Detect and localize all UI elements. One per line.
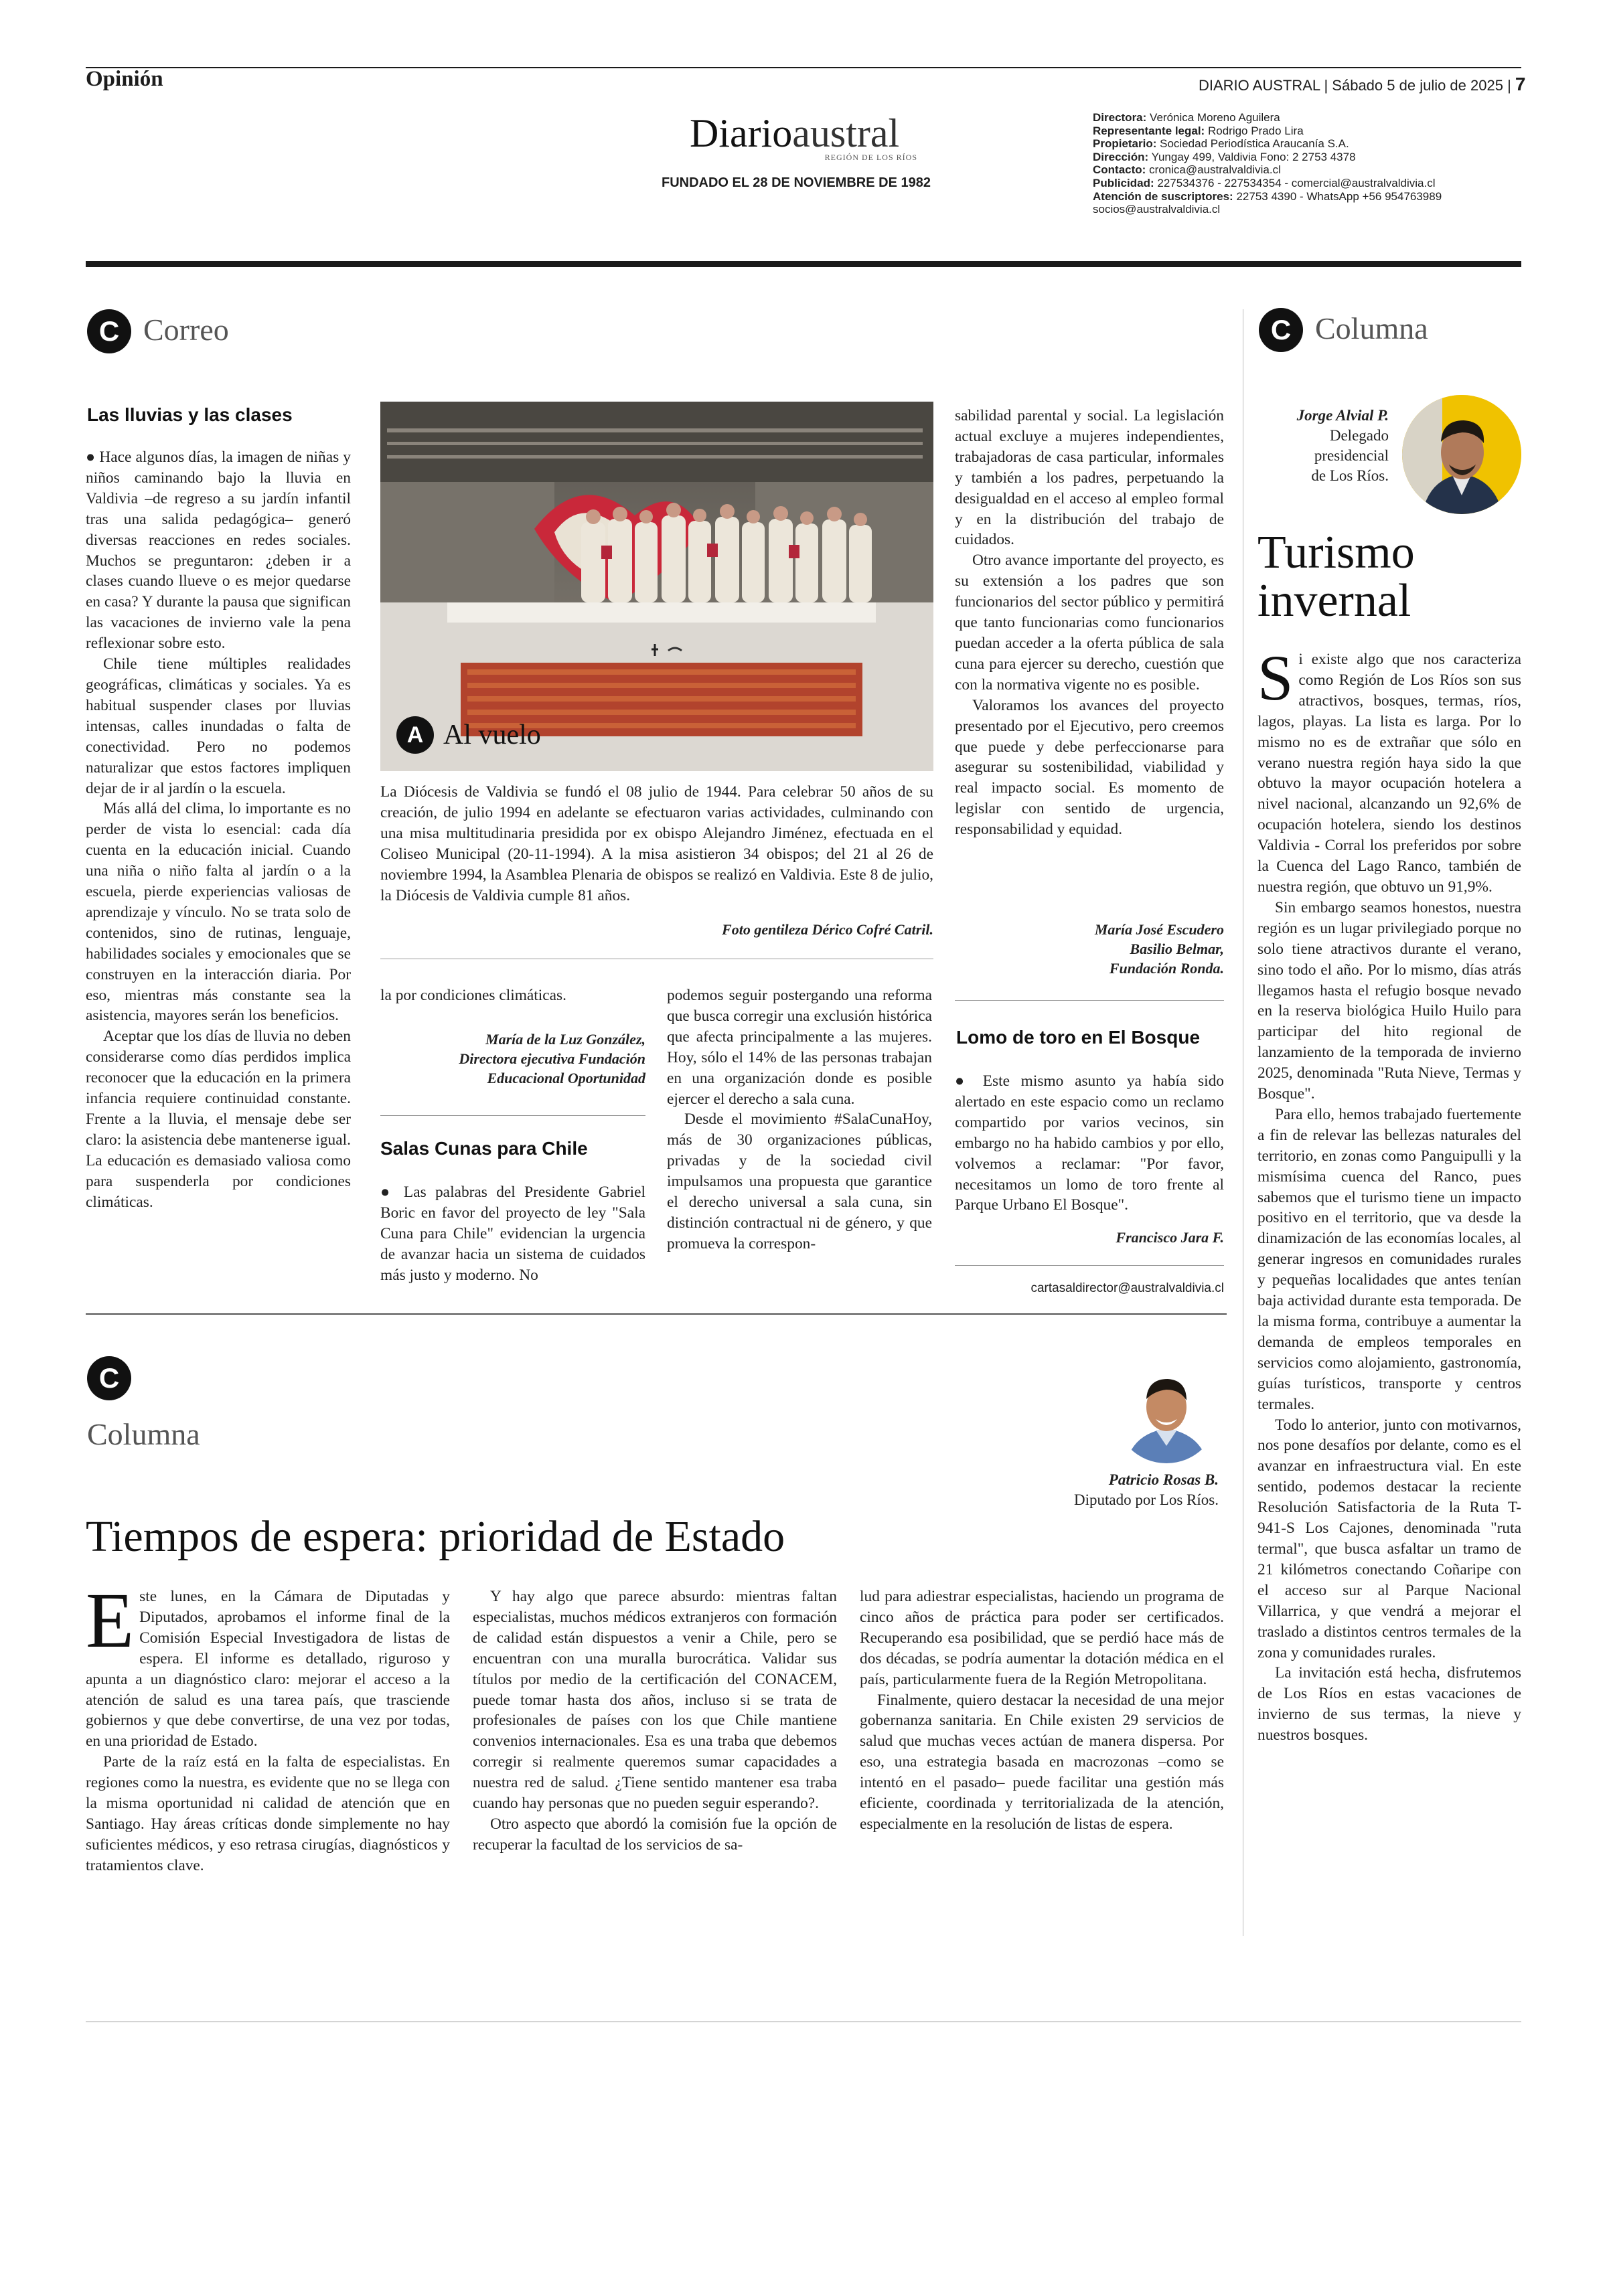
letter1-continuation-text: la por condiciones climáticas. bbox=[380, 987, 566, 1004]
letter1-continuation bbox=[380, 985, 645, 1006]
staff-value: Verónica Moreno Aguilera bbox=[1150, 111, 1280, 124]
columna-right-label: Columna bbox=[1315, 311, 1428, 345]
author-role: de Los Ríos. bbox=[1311, 467, 1389, 484]
letter2-paragraph: Desde el movimiento #SalaCunaHoy, más de 30 organizaciones públicas, privadas y de la sociedad civil impulsamos una propuesta que garantice el derecho universal a sala cuna, sin distinción contractual ni de género, y que promueva la correspon- bbox=[667, 1111, 932, 1252]
staff-value: cronica@australvaldivia.cl bbox=[1149, 163, 1281, 177]
logo-region: REGIÓN DE LOS RÍOS bbox=[824, 153, 917, 162]
letter1-paragraph: ● Hace algunos días, la imagen de niñas y niños caminando bajo la lluvia en Valdivia –de regreso a su jardín infantil tras una salida pedagógica– generó diversas reacciones en redes sociales. Muchos se preguntaron: ¿deben ir a clases cuando llueve o es mejor quedarse en casa? Y durante la pausa que significan las vacaciones de invierno vale la pena reflexionar sobre esto. bbox=[86, 448, 351, 653]
staff-value: 227534376 - 227534354 - comercial@australvaldivia.cl bbox=[1157, 176, 1436, 189]
columna-right-paragraph: Sin embargo seamos honestos, nuestra región es un lugar privilegiado porque no solo tiene atractivos durante el verano, sino todo el año. Por lo mismo, días atrás llegamos hasta el refugio bosque nevado en la reserva biológica Huilo Huilo para participar del hito regional de lanzamiento de la temporada de invierno 2025, denominada "Ruta Nieve, Termas y Bosque". bbox=[1257, 898, 1521, 1103]
letter1-signature-line: María de la Luz González, bbox=[485, 1031, 645, 1048]
letter3-title: Lomo de toro en El Bosque bbox=[956, 1027, 1201, 1048]
staff-value: socios@australvaldivia.cl bbox=[1093, 203, 1221, 216]
columna-bottom-col1 bbox=[86, 1576, 450, 1876]
columna-right-paragraph: Todo lo anterior, junto con motivarnos, nos pone desafíos por delante, como es el avanzar en infraestructura vial. En este sentido, podemos destacar la reciente Resolución Satisfactoria de la Ruta T-941-S Los Cajones, denominada "ruta termal", que busca asfaltar un tramo de 21 kilómetros conectando Coñaripe con el acceso sur al Parque Nacional Villarrica, y que vendrá a mejorar el traslado a distintos centros termales de la zona y comunidades rurales. bbox=[1257, 1416, 1521, 1661]
letter2-signature-line: María José Escudero bbox=[1094, 921, 1224, 938]
letter2-paragraph: Valoramos los avances del proyecto presentado por el Ejecutivo, pero creemos que puede y debe perfeccionarse para asegurar su sostenibilidad, viabilidad y real impacto social. Es momento de legislar con sentido de urgencia, responsabilidad y equidad. bbox=[955, 696, 1224, 839]
page-number: 7 bbox=[1515, 74, 1526, 94]
photo-caption-text: La Diócesis de Valdivia se fundó el 08 julio de 1944. Para celebrar 50 años de su creación, de julio 1994 en adelante se efectuaron varias actividades, culminando con una misa multitudinaria presidida por ex obispo Alejandro Jiménez, efectuada en el Coliseo Municipal (20-11-1994). A la misa asistieron 34 obispos; del 21 al 26 de noviembre 1994, la Asamblea Plenaria de obispos se realizó en Valdivia. Este 8 de julio, la Diócesis de Valdivia cumple 81 años. bbox=[380, 783, 933, 904]
staff-line bbox=[1093, 151, 1521, 164]
section-name: Opinión bbox=[86, 67, 163, 91]
staff-line bbox=[1093, 111, 1521, 125]
letter-divider bbox=[955, 1000, 1224, 1001]
letter2-col1-text: ● Las palabras del Presidente Gabriel Boric en favor del proyecto de ley "Sala Cuna para Chile" evidencian la urgencia de avanzar hacia un sistema de cuidados más justo y moderno. No bbox=[380, 1183, 645, 1284]
columna-right-paragraph: i existe algo que nos caracteriza como Región de Los Ríos son sus atractivos, bosques, termas, ríos, lagos, playas. La lista es larga. Por lo mismo no es de extrañar que sólo en verano nuestra región haya sido la que obtuvo la mayor ocupación hotelera a nivel nacional, alcanzando un 92,6% de ocupación hotelera, siendo los destinos Valdivia - Corral los preferidos por sobre la Cuenca del Lago Ranco, también de nuestra región, que obtuvo un 91,9%. bbox=[1257, 651, 1521, 896]
staff-line bbox=[1093, 137, 1521, 151]
staff-label: Propietario: bbox=[1093, 137, 1157, 151]
columna-bottom-paragraph: ste lunes, en la Cámara de Diputadas y Diputados, aprobamos el informe final de la Comisión Especial Investigadora de listas de espera. El informe es detallado, riguroso y apunta a un diagnóstico claro: mejorar el acceso a la atención de salud es una tarea país, que trasciende gobiernos y que debe convertirse, de una vez por todas, en una prioridad de Estado. bbox=[86, 1588, 450, 1750]
letter2-paragraph: podemos seguir postergando una reforma que busca corregir una exclusión histórica que afecta principalmente a las mujeres. Hoy, sólo el 14% de las personas trabajan en una organización donde es posible ejercer el derecho a sala cuna. bbox=[667, 987, 932, 1108]
al-vuelo-photo bbox=[380, 402, 933, 771]
columna-bottom-paragraph: lud para adiestrar especialistas, haciendo un programa de cinco años de práctica para poder ser certificados. Recuperando esa posibilidad, que se perdió hace más de dos décadas, se podría aumentar la dotación médica en el país, particularmente fuera de la Región Metropolitana. bbox=[860, 1588, 1224, 1688]
letter2-paragraph: Otro avance importante del proyecto, es su extensión a los padres que son funcionarios del sector público y permitirá que tanto funcionarias como funcionarios puedan acceder a la oferta pública de sala cuna para ejercer su derecho, cuestión que con la normativa vigente no es posible. bbox=[955, 552, 1224, 693]
staff-label: Dirección: bbox=[1093, 150, 1149, 163]
columna-right-paragraph: La invitación está hecha, disfrutemos de Los Ríos en estas vacaciones de invierno de sus termas, la nieve y nuestros bosques. bbox=[1257, 1664, 1521, 1744]
letter1-signature-line: Directora ejecutiva Fundación bbox=[459, 1050, 645, 1067]
letter2-col1 bbox=[380, 1182, 645, 1286]
staff-value: Rodrigo Prado Lira bbox=[1207, 124, 1304, 137]
author-role: Diputado por Los Ríos. bbox=[1074, 1491, 1219, 1508]
letter2-title: Salas Cunas para Chile bbox=[380, 1138, 588, 1159]
staff-line bbox=[1093, 203, 1521, 216]
letter2-signature-line: Fundación Ronda. bbox=[1109, 960, 1224, 977]
al-vuelo-label: Al vuelo bbox=[443, 720, 541, 750]
portrait-image bbox=[1114, 1359, 1219, 1463]
issue-date: Sábado 5 de julio de 2025 bbox=[1332, 77, 1503, 94]
letter2-signature-line: Basilio Belmar, bbox=[1130, 940, 1224, 957]
newspaper-name: DIARIO AUSTRAL bbox=[1199, 77, 1320, 94]
letters-email[interactable]: cartasaldirector@australvaldivia.cl bbox=[1030, 1281, 1224, 1295]
author-name: Jorge Alvial P. bbox=[1296, 407, 1389, 424]
masthead-logo bbox=[690, 111, 917, 163]
staff-line bbox=[1093, 125, 1521, 138]
masthead-rule bbox=[86, 261, 1521, 267]
columna-bottom-author bbox=[971, 1470, 1219, 1510]
columna-right-title-line1: Turismo bbox=[1257, 527, 1415, 578]
columna-bottom-title: Tiempos de espera: prioridad de Estado bbox=[86, 1512, 785, 1561]
columna-right-title bbox=[1257, 529, 1415, 625]
letter3-signature: Francisco Jara F. bbox=[1116, 1229, 1224, 1246]
author-photo-jorge bbox=[1402, 395, 1521, 514]
columna-bottom-label: Columna bbox=[87, 1417, 200, 1451]
staff-label: Publicidad: bbox=[1093, 176, 1154, 189]
letter2-col2 bbox=[667, 985, 932, 1254]
letter2-paragraph: sabilidad parental y social. La legislación actual excluye a mujeres independientes, trabajadoras de casa particular, informales y también a los padres, perpetuando la desigualdad en el acceso al empleo formal y en la distribución del trabajo de cuidados. bbox=[955, 407, 1224, 549]
columna-bottom-badge: C bbox=[87, 1356, 131, 1400]
columna-right-badge: C bbox=[1259, 308, 1303, 352]
photo-credit: Foto gentileza Dérico Cofré Catril. bbox=[722, 921, 933, 938]
correo-badge: C bbox=[87, 309, 131, 353]
staff-line bbox=[1093, 163, 1521, 177]
author-role: presidencial bbox=[1314, 447, 1389, 464]
columna-bottom-col3 bbox=[860, 1586, 1224, 1835]
columna-bottom-paragraph: Y hay algo que parece absurdo: mientras faltan especialistas, muchos médicos extranjeros con formación de calidad están dispuestos a venir a Chile, pero se encuentran con una muralla burocrática. Validar sus títulos por medio de la certificación del CONACEM, puede tomar hasta dos años, incluso si se trata de profesionales de países con los que Chile mantiene convenios internacionales. Esa es una traba que debemos corregir si realmente queremos sumar capacidades a nuestra red de salud. ¿Tiene sentido mantener esa traba cuando hay personas que no pueden seguir esperando?. bbox=[473, 1588, 837, 1813]
letter1-body bbox=[86, 447, 351, 1297]
staff-label: Directora: bbox=[1093, 111, 1147, 124]
letter2-col3 bbox=[955, 406, 1224, 840]
author-role: Delegado bbox=[1329, 427, 1389, 444]
letter-divider bbox=[380, 1115, 645, 1116]
top-rule bbox=[86, 67, 1521, 68]
issue-info: DIARIO AUSTRAL | Sábado 5 de julio de 2025 | 7 bbox=[1199, 74, 1526, 94]
columna-bottom-paragraph: Parte de la raíz está en la falta de especialistas. En regiones como la nuestra, es evidente que no se llega con la misma oportunidad ni calidad de atención que en Santiago. Hay áreas críticas donde simplemente no hay suficientes médicos, y eso retrasa cirugías, diagnósticos y tratamientos clave. bbox=[86, 1753, 450, 1874]
staff-box bbox=[1093, 111, 1521, 216]
staff-line bbox=[1093, 190, 1521, 203]
letter1-paragraph: Aceptar que los días de lluvia no deben considerarse como días perdidos implica reconocer que la educación en la primera infancia requiere continuidad constante. Frente a la lluvia, el mensaje debe ser claro: la asistencia debe mantenerse igual. La educación es demasiado valiosa como para suspenderla por condiciones climáticas. bbox=[86, 1028, 351, 1211]
photo-caption bbox=[380, 782, 933, 906]
section-divider bbox=[86, 1313, 1227, 1315]
correo-label: Correo bbox=[143, 313, 229, 347]
al-vuelo-badge: A bbox=[396, 716, 434, 754]
letter2-signature bbox=[955, 920, 1224, 978]
columna-bottom-paragraph: Finalmente, quiero destacar la necesidad de una mejor gobernanza sanitaria. En Chile existen 29 servicios de salud que muchas veces actúan de manera dispersa. Por eso, una estrategia basada en macrozonas –como se intentó en el pasado– puede facilitar una gestión más eficiente, coordinada y territorializada de la atención, especialmente en la resolución de listas de espera. bbox=[860, 1691, 1224, 1833]
columna-right-body bbox=[1257, 642, 1521, 1746]
staff-value: Yungay 499, Valdivia Fono: 2 2753 4378 bbox=[1151, 150, 1356, 163]
columna-right-author bbox=[1259, 406, 1389, 486]
logo-bold: Diario bbox=[690, 111, 793, 155]
staff-value: 22753 4390 - WhatsApp +56 954763989 bbox=[1236, 189, 1442, 203]
letter1-title: Las lluvias y las clases bbox=[87, 404, 293, 425]
author-name: Patricio Rosas B. bbox=[1108, 1471, 1219, 1488]
letter1-signature bbox=[380, 1030, 645, 1088]
columna-bottom-col2 bbox=[473, 1586, 837, 1856]
letter1-paragraph: Chile tiene múltiples realidades geográficas, climáticas y sociales. Ya es habitual suspender clases por lluvias intensas, calles inundadas o falta de conectividad. Pero no podemos naturalizar que estos factores impliquen dejar de ir al jardín o la escuela. bbox=[86, 655, 351, 797]
staff-value: Sociedad Periodística Araucanía S.A. bbox=[1160, 137, 1349, 151]
staff-label: Atención de suscriptores: bbox=[1093, 189, 1233, 203]
columna-right-paragraph: Para ello, hemos trabajado fuertemente a fin de relevar las bellezas naturales del territorio, en zonas como Panguipulli y la mismísima cuenca del Ranco, pues sabemos que el turismo tiene un impacto positivo en el territorio, que va desde la dinamización de las economías locales, al generar ingresos en comunidades rurales y pequeñas localidades que antes tenían baja actividad durante esta temporada. De la misma forma, contribuye a aumentar la demanda de empleos temporales en servicios como alojamiento, gastronomía, guías turísticos, transporte y centros termales. bbox=[1257, 1105, 1521, 1413]
dropcap-e: E bbox=[86, 1576, 135, 1664]
columna-right-title-line2: invernal bbox=[1257, 575, 1411, 627]
staff-label: Contacto: bbox=[1093, 163, 1146, 177]
portrait-image bbox=[1402, 395, 1521, 514]
staff-line bbox=[1093, 177, 1521, 190]
letter1-signature-line: Educacional Oportunidad bbox=[487, 1070, 645, 1086]
dropcap-s: S bbox=[1257, 642, 1294, 714]
columna-bottom-paragraph: Otro aspecto que abordó la comisión fue la opción de recuperar la facultad de los servicios de sa- bbox=[473, 1815, 837, 1854]
letter3-body bbox=[955, 1071, 1224, 1216]
staff-label: Representante legal: bbox=[1093, 124, 1205, 137]
letter1-paragraph: Más allá del clima, lo importante es no perder de vista lo esencial: cada día cuenta en la educación inicial. Cuando una niña o niño falta al jardín o a la escuela, pierde experiencias valiosas de aprendizaje y vínculo. No se trata solo de contenidos, sino de rutinas, lenguaje, habilidades sociales y emocionales que se construyen en la interacción diaria. Por eso, mientras más constante sea la asistencia, mayores serán los beneficios. bbox=[86, 800, 351, 1025]
letter-divider bbox=[955, 1265, 1224, 1266]
letter3-text: ● Este mismo asunto ya había sido alertado en este espacio como un reclamo compartido por varios vecinos, sin embargo no ha habido cambios y por ello, volvemos a reclamar: "Por favor, necesitamos un lomo de toro frente al Parque Urbano El Bosque". bbox=[955, 1072, 1224, 1214]
logo-light: austral bbox=[792, 111, 900, 155]
author-photo-patricio bbox=[1114, 1359, 1219, 1463]
founded-line: FUNDADO EL 28 DE NOVIEMBRE DE 1982 bbox=[662, 175, 931, 190]
